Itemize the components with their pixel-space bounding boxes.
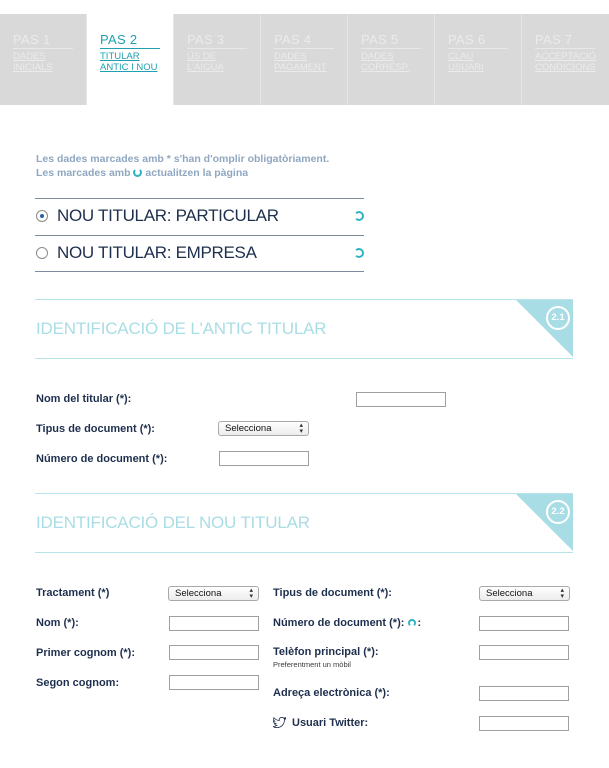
refresh-icon: [354, 211, 364, 221]
step-4-label-line1: DADES: [274, 51, 307, 62]
nom-titular-label: Nom del titular (*):: [36, 393, 132, 405]
primer-cognom-input[interactable]: [169, 645, 259, 660]
step-6-label-line1: CLAU: [448, 51, 474, 62]
nou-numero-document-suffix: :: [417, 617, 422, 629]
step-7-label-line2: CONDICIONS: [535, 62, 596, 73]
option-empresa-label: NOU TITULAR: EMPRESA: [57, 243, 257, 262]
nou-tipus-document-label: Tipus de document (*):: [273, 587, 392, 599]
intro-refresh-before: Les marcades amb: [36, 167, 131, 179]
step-4-label-line2: PAGAMENT: [274, 62, 327, 73]
step-2-number: PAS 2: [100, 32, 160, 49]
intro-required-note: Les dades marcades amb * s'han d'omplir obligatòriament.: [36, 153, 330, 165]
nou-tipus-document-select-value: Selecciona: [486, 588, 533, 599]
telefon-hint: Preferentment un mòbil: [273, 660, 351, 669]
refresh-icon: [408, 619, 416, 627]
step-2[interactable]: [87, 14, 174, 105]
step-1-label-line1: DADES: [13, 51, 46, 62]
nom-label: Nom (*):: [36, 617, 79, 629]
option-empresa[interactable]: [36, 243, 364, 263]
tipus-document-select-value: Selecciona: [225, 423, 272, 434]
step-4[interactable]: [261, 14, 348, 105]
step-3-number: PAS 3: [187, 32, 247, 49]
step-4-number: PAS 4: [274, 32, 334, 49]
divider: [35, 235, 364, 236]
intro-refresh-note: [36, 166, 329, 180]
numero-document-label: Número de document (*):: [36, 453, 168, 465]
step-1[interactable]: [0, 14, 87, 105]
section-badge: 2.2: [546, 500, 570, 524]
step-3-label-line2: L'AIGUA: [187, 62, 224, 73]
tractament-select[interactable]: [168, 586, 259, 601]
step-5-label-line1: DADES: [361, 51, 394, 62]
section-nou-titular-title: IDENTIFICACIÓ DEL NOU TITULAR: [36, 513, 310, 532]
step-6[interactable]: [435, 14, 522, 105]
email-label: Adreça electrònica (*):: [273, 687, 390, 699]
radio-particular[interactable]: [36, 210, 48, 222]
section-antic-titular-title: IDENTIFICACIÓ DE L'ANTIC TITULAR: [36, 319, 327, 338]
nou-numero-document-input[interactable]: [479, 616, 569, 631]
step-7[interactable]: [522, 14, 609, 105]
numero-document-input[interactable]: [219, 451, 309, 466]
email-input[interactable]: [479, 686, 569, 701]
step-1-number: PAS 1: [13, 32, 73, 49]
divider: [35, 198, 364, 199]
segon-cognom-input[interactable]: [169, 675, 259, 690]
option-particular-label: NOU TITULAR: PARTICULAR: [57, 206, 279, 225]
primer-cognom-label: Primer cognom (*):: [36, 647, 136, 659]
step-2-label-line1: TITULAR: [100, 51, 140, 62]
step-7-label-line1: ACCEPTACIÓ: [535, 51, 597, 62]
intro-note: [36, 152, 329, 180]
twitter-input[interactable]: [479, 716, 569, 731]
step-1-label-line2: INICIALS: [13, 62, 53, 73]
telefon-input[interactable]: [479, 645, 569, 660]
step-5-number: PAS 5: [361, 32, 421, 49]
step-5-label-line2: CORRESP.: [361, 62, 410, 73]
tipus-document-label: Tipus de document (*):: [36, 423, 155, 435]
twitter-label-text: Usuari Twitter:: [292, 717, 369, 729]
refresh-icon: [354, 248, 364, 258]
nom-input[interactable]: [169, 616, 259, 631]
nou-tipus-document-select[interactable]: [479, 586, 570, 601]
radio-empresa[interactable]: [36, 247, 48, 259]
nou-numero-document-label: [273, 616, 421, 630]
section-nou-titular: [35, 493, 573, 553]
refresh-icon: [133, 168, 142, 177]
tipus-document-select[interactable]: [218, 421, 309, 436]
step-7-number: PAS 7: [535, 32, 595, 49]
tractament-select-value: Selecciona: [175, 588, 222, 599]
divider: [35, 271, 364, 272]
step-bar: [0, 14, 609, 105]
step-2-label-line2: ANTIC I NOU: [100, 62, 158, 73]
select-arrows-icon: ▴ ▾: [249, 587, 253, 600]
section-badge: 2.1: [546, 306, 570, 330]
step-6-label-line2: USUARI: [448, 62, 484, 73]
step-5[interactable]: [348, 14, 435, 105]
option-particular[interactable]: [36, 206, 364, 226]
tractament-label: Tractament (*): [36, 587, 110, 599]
select-arrows-icon: ▴ ▾: [299, 422, 303, 435]
segon-cognom-label: Segon cognom:: [36, 677, 120, 689]
step-3-label-line1: ÚS DE: [187, 51, 217, 62]
step-3[interactable]: [174, 14, 261, 105]
step-6-number: PAS 6: [448, 32, 508, 49]
section-antic-titular: [35, 299, 573, 359]
nom-titular-input[interactable]: [356, 392, 446, 407]
twitter-bird-icon: [273, 717, 286, 728]
nou-numero-document-text: Número de document (*):: [273, 617, 405, 629]
intro-refresh-after: actualitzen la pàgina: [145, 167, 249, 179]
telefon-label: Telèfon principal (*):: [273, 646, 379, 658]
select-arrows-icon: ▴ ▾: [560, 587, 564, 600]
twitter-label: [273, 716, 368, 730]
